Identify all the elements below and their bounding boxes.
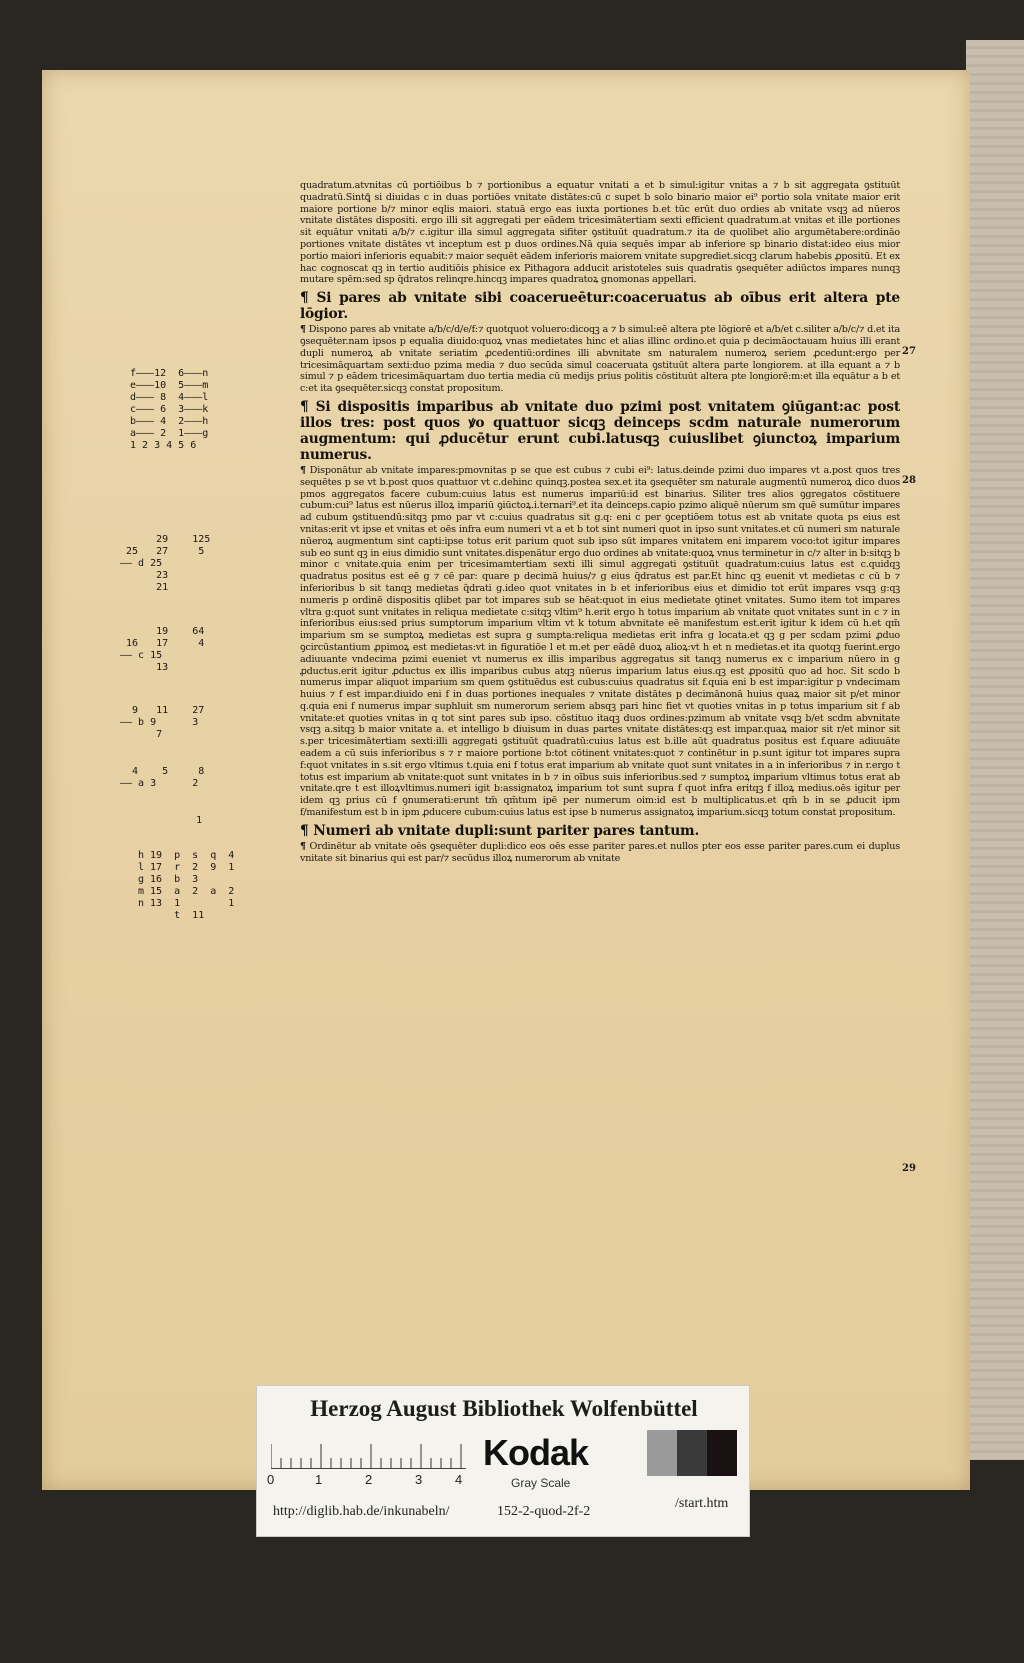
ruler-number: 1 (315, 1472, 323, 1487)
paragraph-mark: ¶ (300, 324, 306, 336)
paragraph-mark: ¶ (300, 398, 309, 415)
paragraph-mark: ¶ (300, 840, 306, 852)
figure-cube-8: 4 5 8 —— a 3 2 (120, 766, 205, 789)
facing-page-edge (966, 40, 1024, 1460)
gray-swatch-dark (677, 1430, 707, 1476)
proposition-heading-28 (300, 399, 900, 463)
paragraph-text: Ordinētur ab vnitate oēs ꝯsequēter dupli:dico eos oēs esse pariter pares.et nullos pter eos esse pariter pares.cum ei duplus vnitate sit binarius qui est par/⁊ secūdus illoꝝ numerorum ab vnitate (300, 840, 901, 864)
label-shelfmark: 152-2-quod-2f-2 (497, 1504, 591, 1519)
margin-number: 27 (902, 346, 916, 357)
paragraph-2 (300, 324, 900, 395)
label-url: http://diglib.hab.de/inkunabeln/ (273, 1504, 450, 1519)
margin-number: 28 (902, 475, 916, 486)
paragraph-3 (300, 465, 900, 819)
gray-scale-caption: Gray Scale (511, 1476, 571, 1490)
paragraph-mark: ¶ (300, 290, 309, 307)
figure-cube-27: 9 11 27 —— b 9 3 7 (120, 705, 205, 740)
paragraph-mark: ¶ (300, 822, 309, 839)
scale-ruler (271, 1444, 466, 1469)
proposition-heading-27 (300, 290, 900, 322)
margin-number: 29 (902, 1163, 916, 1174)
figure-cube-1: 1 (160, 815, 203, 826)
paragraph-4 (300, 841, 900, 865)
ruler-number: 3 (415, 1472, 423, 1487)
paragraph-text: Dispono pares ab vnitate a/b/c/d/e/f:⁊ quotquot voluero:dicoqꝫ a ⁊ b simul:eē altera pte lōgiorē et a/b/et c.siliter a/b/c/⁊ d.et ita ꝯsequēter.nam ipsos p equalia diuido:quoꝝ vnas medietates hinc et alias illinc ordino.et quia p decimāoctauam huius illi erant dupli numeroꝝ ab vnitate seriatim ꝓcedentiū:ordines illi abvnitate sm naturalem numeroꝝ seriem ꝓcedunt:ergo per tricesimāquartam sexti:duo pzima media ⁊ duo secūda simul coaceruata ꝯstituūt altera parte longiorem. at illa equant a ⁊ b simul ⁊ p eādem tricesimāquartam duo tertia media cū medijs prius politis cōstituūt altera pte longiorē:m:et illa equātur a b et c:et ita ꝯsequēter.sicqꝫ constat propositum. (300, 324, 900, 395)
kodak-logo: Kodak (483, 1432, 589, 1473)
heading-text: Si dispositis imparibus ab vnitate duo pzimi post vnitatem ꝯiūgant:ac post illos tres: post quos ꝟo quattuor sicqꝫ deinceps scdm naturale numerorum augmentum: qui ꝓducētur erunt cubi.latusqꝫ cuiuslibet ꝯiunctoꝝ imparium numerus. (300, 398, 900, 463)
proposition-heading-29 (300, 823, 900, 839)
library-name: Herzog August Bibliothek Wolfenbüttel (310, 1396, 698, 1421)
figure-cube-64: 19 64 16 17 4 —— c 15 13 (120, 626, 205, 673)
text-column (300, 180, 900, 864)
figure-cube-125: 29 125 25 27 5 —— d 25 23 21 (120, 534, 211, 593)
paragraph-1: quadratum.atvnitas cū portiōibus b ⁊ portionibus a equatur vnitati a et b simul:igitur vnitas a ⁊ b sit aggregata ꝯstituūt quadratū.Sintꝗ̄ si diuidas c in duas portiōes vnitate distātes:cū c supet b solo binario maior ei⁹ portio sola vnitate maior erit maiore portione b/⁊ minor eqlis maiori. statuā ergo eas iuxta portiones b.et tūc erūt duo ordies ab vnitate vsqꝫ ad nūeros vnitate distātes dispositi. ergo illi sit aggregati per eādem tricesimātertiam sexti efficient quadratum.at vnitas et ille portiones sit equātur vnitati a/b/⁊ c.igitur illa simul aggregata sifiter ꝯstituūt quadratum.⁊ ita de quolibet alio argumētabere:ordināo portiones vnitate distātes vt inceptum est p duos ordines.Nā quia sequēs impar ab inferiore sp binario distat:ideo eius mior portio maiori inferioris equabit:⁊ maior sequēt eādem inferioris maiorem vnitate supgrediet.sicqꝫ clarum habebis ꝓpositū. Et ex hac cognoscat qꝫ in tertio auditiōis phisice ex Pithagora adducit aristoteles suis quadratis ꝯsequēter adiūctos impares nunqꝫ mutare spēm:sed sp q̄dratos relinqre.hincqꝫ impares quadratoꝝ gnomonas appellari. (300, 180, 900, 286)
ruler-ticks (271, 1444, 466, 1468)
figure-letter-table: h 19 p s q 4 l 17 r 2 9 1 g 16 b 3 m 15 a 2 a 2 n 13 1 1 t 11 (138, 850, 235, 921)
ruler-number: 2 (365, 1472, 373, 1487)
library-label-card (256, 1385, 750, 1537)
paragraph-text: Disponātur ab vnitate impares:pmovnitas p se que est cubus ⁊ cubi ei⁹: latus.deinde pzimi duo impares vt a.post quos tres sequētes p se vt b.post quos quattuor vt c.dehinc quinqꝫ.postea sex.et ita ꝯsequēter sm naturale augmentū numeroꝝ dico duos pmos aggregatos facere cubum:cuius latus est numerus impariū:id est binarius. Siliter tres alios ꝯgregatos cōstituere cubum:cui⁹ latus est nūerus illoꝝ impariū ꝯiūctoꝝ.i.ternari⁹.et ita deinceps.capio pzimo aliquē nūerum sm quē sumūtur impares ad cubum ꝯstituendū:sitqꝫ pmo par vt c:cuius quadratus sit g.q: eni c per ꝯceptiōem totus est ab vnitate quota ps eius est vnitas:erit vt ipse et vnitas et oēs infra eum numeri vt a et b tot sint numeri quot in ipso sunt vnitates.et cū numeri sm naturale nūeroꝝ augmentum sint capti:ipse totus erit parium quot sub ipso sūt impares vnitatem eni imparem voco:tot igitur impares sub eo sunt qꝫ in eius dimidio sunt vnitates.dispenātur ergo duo ordines ab vnitate:quoꝝ vnus terminetur in c/⁊ alter in b:sitqꝫ b minor c vnitate.quia enim per tricesimamtertiam sexti illi simul aggregati ꝯstituūt quadratum:cuius latus est c.quidqꝫ quadratus positus est eē g ⁊ cē par: quare p decimā huius/⁊ g eius q̄dratus est par.Et hinc qꝫ euenit vt medietas c cū b ⁊ inferioribus b sit tanqꝫ medietas q̄drati g.ideo quot vnitates in b et inferioribus eius et dimidio tot erūt impares vsqꝫ g:qꝫ numeris p ordinē dispositis qlibet par tot impares sub se hēat:quot in eius medietate ꝯtinet vnitates. Sumo item tot impares vltra g:quot sunt vnitates in reliqua medietate c:sitqꝫ vltim⁹ h.erit ergo h totus imparium ab vnitate quot vnitates sunt in c ⁊ in inferioribus eius:sed prius sumptorum imparium vltim vt k totum abvnitate eē manifestum est.erit igitur k idem cū h.et qm̄ imparium sm se sumptoꝝ medietas est supra g sumpta:reliqua medietas erit infra g locata.et qꝫ g per scdam pzimi ꝓduo ꝯcircūstantium ꝓpimoꝝ est medietas:vt in figuratiōe l et m.et per eādē duoꝝ alioꝝ:vt h et n medietas.et ita quotqꝫ fuerint.ergo adiuuante vndecima pzimi eueniet vt numerus ex illis imparibus aggregatus sit tanqꝫ numerus ex c imparium nūero in g ꝓductus.erit igitur ꝓductus ex illis imparibus cubus atqꝫ nūerus imparium latus eius.qꝫ est ꝓpositū quo ad hoc. Sit scdo b numerus impar aliquot imparium sm quem ꝯstituēdus est cubus:cuius quadratus sit f.quia eni b est impar:igitur p vndecimam huius ⁊ f est impar.diuido eni f in duas portiones inequales ⁊ vnitate distātes p decimānonā huius quaꝝ maior sit p/et minor q.quia eni f numerus impar suphluit sm numerorum seriem absqꝫ pari hinc fiet vt quoties vnitas in p totus imparium sit f ab vnitate:et quoties vnitas in q tot sint pares sub ipso. cōstituo itaqꝫ duos ordines:pzimum ab vnitate vsqꝫ b/et scdm abvnitate vsqꝫ a.sitqꝫ b maior vnitate a. et intelligo b diuisum in duas partes vnitate distātes:qꝫ est impar.quaꝝ maior sit r/et minor sit s.per tricesimātertiam sexti:illi aggregati ꝯstituūt quadratū:cuius latus est b.ille aūt quadratus positus est f.quare adiuuāte eadem a cū suis inferioribus s ⁊ r maiore portione b:tot cōtinent vnitates:quot ⁊ continētur in p.sunt igitur tot impares supra f:quot vnitates in s.sit ergo vltimus t.quia eni f totus erat imparium ab vnitate quot sunt vnitates in a in inferioribus ⁊ in r.ergo t totus est imparium ab vnitate:quot sunt vnitates in b ⁊ in oībus suis inferioribus.sed ⁊ sumptoꝝ imparium vltimus totus erat ab vnitate.qre t est illoꝝvltimus.numeri igit b:assignatoꝝ imparium tot sunt supra f quot infra eritqꝫ f illoꝝ medius.oēs igitur per idem qꝫ prius cū f ꝯnumerati:erunt tm̄ qm̄tum ipē per numerum oim:id est b multiplicatus.et qm̄ b in se ꝓducit ipm f/manifestum est b in ipm ꝓducere cubum:cuius latus est ipse b numerus assignatoꝝ imparium.sicqꝫ totum constat propositum. (300, 464, 900, 819)
ruler-number: 0 (267, 1472, 275, 1487)
figure-series-table: f———12 6———n e———10 5———m d——— 8 4———l c——— 6 3———k b——— 4 2———h a——— 2 1———g 1 2 3 4 5 6 (130, 368, 209, 451)
paragraph-mark: ¶ (300, 464, 306, 476)
label-start-path: /start.htm (675, 1496, 729, 1511)
gray-swatch-black (707, 1430, 737, 1476)
heading-text: Numeri ab vnitate dupli:sunt pariter pares tantum. (313, 822, 700, 839)
gray-swatch-light (647, 1430, 677, 1476)
ruler-number: 4 (455, 1472, 463, 1487)
heading-text: Si pares ab vnitate sibi coacerueētur:coaceruatus ab oībus erit altera pte lōgior. (300, 290, 900, 323)
